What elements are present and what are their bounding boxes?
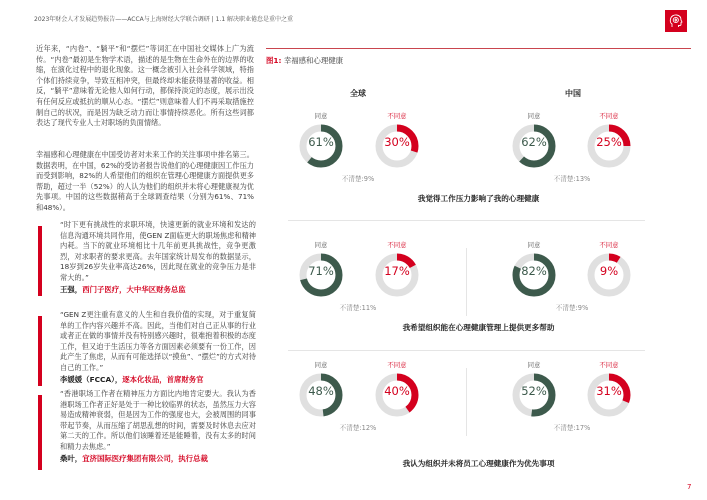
quote-organization: 逐本化妆品，首席财务官 (122, 374, 204, 384)
unclear-value-global: 不清楚:9% (341, 175, 375, 183)
quote-attribution (60, 453, 256, 464)
figure-title-text: 幸福感和心理健康 (283, 56, 343, 65)
quote-accent-bar (38, 226, 42, 296)
disagree-label: 不同意 (599, 241, 619, 249)
donut-agree-global (296, 360, 346, 418)
quote-text: “GEN Z更注重有意义的人生和自我价值的实现，对于重复简单的工作内容兴趣并不高。因此，当他们对自己正从事的行业或者正在做的事情并没有特别感兴趣时，很难抱着积极的态度工作，但又迫于生活压力等各方面因素必须要有一份工作，因此产生了焦虑，从而有可能选择以“摸鱼”、“摆烂”的方式对待自己的工作。” (60, 310, 256, 372)
running-header: 2023年财会人才发展趋势报告——ACCA与上海财经大学联合调研 | 1.1 解决职业倦怠是重中之重 (34, 16, 294, 23)
disagree-label: 不同意 (599, 112, 619, 120)
quote-accent-bar (38, 316, 42, 386)
agree-value: 61% (308, 135, 334, 149)
donut-disagree-china (584, 240, 634, 298)
page-number: 7 (687, 483, 692, 491)
quote-organization: 宜济国际医疗集团有限公司，执行总裁 (82, 453, 208, 463)
agree-label: 同意 (314, 361, 328, 369)
agree-value: 52% (521, 384, 547, 398)
agree-label: 同意 (527, 112, 541, 120)
quote-text: “香港职场工作者在精神压力方面比内地肯定要大。我认为香港职场工作者正好是处于一种比较临界的状态，虽然压力大容易造成精神衰弱，但是因为工作的强度也大，会被周围的同事带起节奏，从而压缩了胡思乱想的时间，需要及时休息去应对第二天的工作。所以他们该睡着还是能睡着，没有太多的时间和精力去焦虑。” (60, 389, 256, 451)
quote-block (38, 310, 256, 385)
disagree-value: 9% (599, 264, 619, 278)
region-label-china: 中国 (565, 89, 581, 98)
disagree-label: 不同意 (387, 241, 407, 249)
figure-title (266, 55, 343, 66)
unclear-value-global: 不清楚:12% (339, 424, 377, 432)
donut-disagree-china (584, 360, 634, 418)
disagree-label: 不同意 (387, 361, 407, 369)
donut-agree-china (509, 360, 559, 418)
quote-block (38, 220, 256, 295)
figure-number: 图1: (266, 56, 282, 65)
agree-value: 82% (521, 264, 547, 278)
row-divider (288, 350, 645, 351)
agree-label: 同意 (527, 361, 541, 369)
donut-agree-global (296, 111, 346, 169)
unclear-value-global: 不清楚:11% (339, 304, 377, 312)
unclear-value-china: 不清楚:9% (555, 304, 589, 312)
question-caption: 我希望组织能在心理健康管理上提供更多帮助 (402, 323, 555, 332)
quote-block (38, 389, 256, 464)
quote-author: 李媛媛（FCCA）， (60, 374, 123, 384)
quote-author: 桑叶， (60, 453, 83, 463)
agree-value: 48% (308, 384, 334, 398)
disagree-value: 40% (384, 384, 410, 398)
quote-attribution (60, 284, 256, 295)
unclear-value-china: 不清楚:17% (553, 424, 591, 432)
quote-accent-bar (38, 395, 42, 470)
row-divider (288, 220, 645, 221)
column-divider (466, 248, 467, 316)
quote-attribution (60, 374, 256, 385)
donut-disagree-global (372, 111, 422, 169)
quote-author: 王强， (60, 284, 83, 294)
figure-top-rule (266, 48, 691, 49)
donut-disagree-china (584, 111, 634, 169)
intro-paragraph: 近年来，“内卷”、“躺平”和“摆烂”等词汇在中国社交媒体上广为流传。“内卷”最初是生物学术语，描述的是生物在生命外在的边界的收缩，在演化过程中的退化现象。这一概念被引入社会科学领域，特指个体们持续竞争，导致互相冲突，但最终却未能获得显著的收益。相反，“躺平”意味着无论他人如何行动，都保持淡定的态度，展示出没有任何反应或抵抗的顺从心态。“摆烂”则意味着人们不再采取措施控制自己的状况，而是因为缺乏动力而让事情持续恶化。所有这些词都表达了现代专业人士对职场的负面情绪。 (36, 44, 254, 128)
question-caption: 我觉得工作压力影响了我的心理健康 (417, 194, 540, 203)
disagree-value: 17% (384, 264, 410, 278)
findings-paragraph: 幸福感和心理健康在中国受访者对未来工作的关注事项中排名第三。数据表明，在中国，62%的受访者报告说他们的心理健康因工作压力而受到影响，82%的人希望他们的组织在管理心理健康方面提供更多帮助，超过一半（52%）的人认为他们的组织并未将心理健康视为优先事项。中国的这些数据稍高于全球调查结果（分别为61%、71%和48%）。 (36, 150, 254, 212)
unclear-value-china: 不清楚:13% (553, 175, 591, 183)
head-brain-icon (665, 10, 687, 32)
quote-organization: 西门子医疗，大中华区财务总监 (82, 284, 186, 294)
agree-value: 62% (521, 135, 547, 149)
agree-label: 同意 (527, 241, 541, 249)
donut-disagree-global (372, 240, 422, 298)
donut-disagree-global (372, 360, 422, 418)
question-caption: 我认为组织并未将员工心理健康作为优先事项 (402, 459, 555, 468)
disagree-label: 不同意 (599, 361, 619, 369)
agree-label: 同意 (314, 112, 328, 120)
region-label-global: 全球 (350, 89, 366, 98)
disagree-value: 31% (596, 384, 622, 398)
quote-text: “时下更有挑战性的求职环境，快速更新的就业环境和发达的信息沟通环境共同作用，使GEN Z面临更大的职场焦虑和精神内耗。当下的就业环境相比十几年前更具挑战性，竞争更激烈，对求职者的要求更高。去年国家统计局发布的数据显示，18岁到26岁失业率高达26%，因此现在就业的竞争压力是非常大的。” (60, 220, 256, 282)
donut-agree-global (296, 240, 346, 298)
donut-agree-china (509, 111, 559, 169)
disagree-value: 30% (384, 135, 410, 149)
disagree-label: 不同意 (387, 112, 407, 120)
disagree-value: 25% (596, 135, 622, 149)
donut-agree-china (509, 240, 559, 298)
agree-value: 71% (308, 264, 334, 278)
agree-label: 同意 (314, 241, 328, 249)
column-divider (466, 368, 467, 436)
